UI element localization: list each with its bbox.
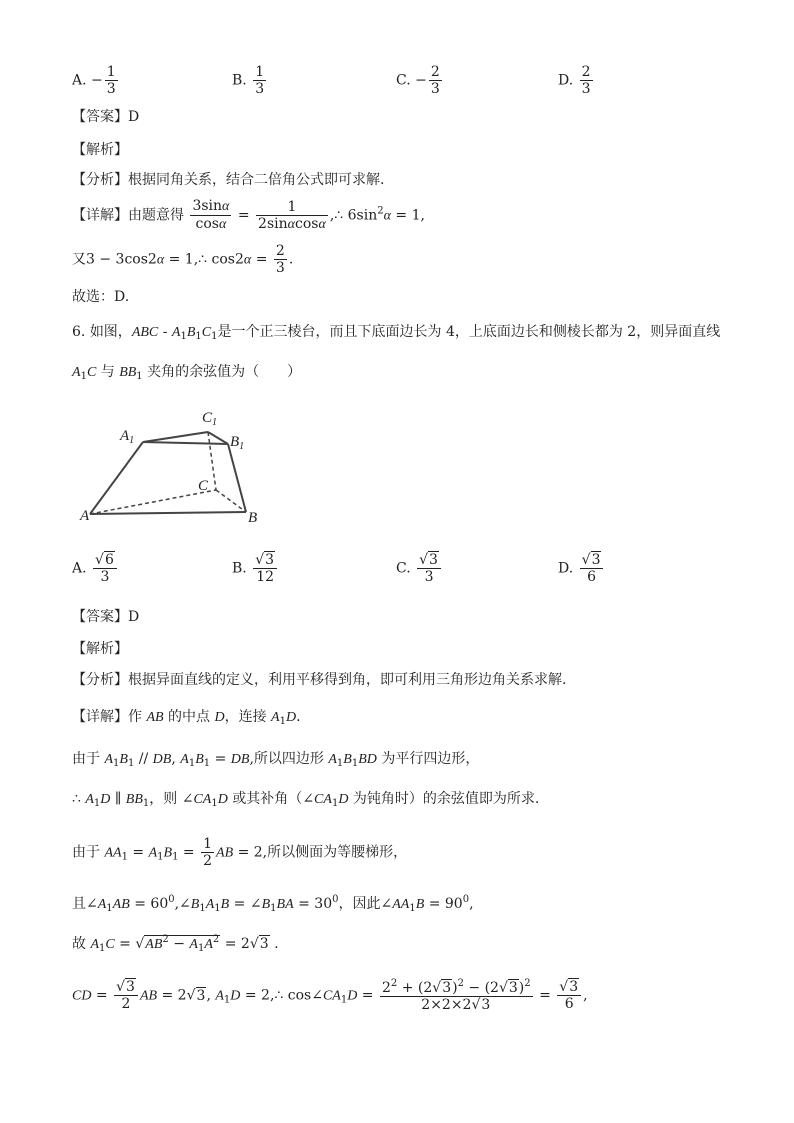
- q6-answer: 【答案】D: [72, 609, 140, 625]
- q6-jiexi: 【解析】: [72, 641, 128, 657]
- q6-fenxi: 【分析】根据异面直线的定义，利用平移得到角，即可利用三角形边角关系求解.: [72, 672, 567, 688]
- label-a: A: [80, 508, 90, 524]
- q6-line-a1c: 故 $A_1C = √AB^2 - A_1A^2 = 2√3$ .: [72, 934, 279, 954]
- q6-line-cos: CD = $\frac{√3}{2}$ AB = 2√3, $A_1D$ = 2,∴ $\cos\angle CA_1D$ = $\frac{2^2 + (2√3)^2 - (2√3)^2}{2\times 2\times 2√3}$ = $\frac{√3}{6}$ ,: [72, 978, 588, 1014]
- q5-option-c: C. − $\frac{2}{3}$: [396, 64, 440, 98]
- label-a1: $A_1$: [120, 428, 135, 446]
- q6-option-a: A. $\frac{√6}{3}$: [72, 552, 119, 585]
- q5-option-b: B. $\frac{1}{3}$: [232, 64, 265, 98]
- q6-stem-line1: 6. 如图，ABC - $A_1B_1C_1$是一个正三棱台，而且下底面边长为 4，上底面边长和侧棱长都为 2，则异面直线: [72, 324, 721, 342]
- q6-option-c: C. $\frac{√3}{3}$: [396, 552, 443, 585]
- q6-stem-line2: $A_1C$ 与 $BB_1$ 夹角的余弦值为（ ）: [72, 364, 302, 382]
- q6-line-angles: 且$\angle A_1AB$ = $60^0,\angle B_1A_1B$ = $\angle B_1BA = 30^0$，因此$\angle AA_1B = 90^0$,: [72, 894, 474, 914]
- frustum-figure: [78, 402, 278, 532]
- label-b: B: [248, 510, 258, 526]
- q5-conclusion: 故选：D.: [72, 289, 130, 305]
- q5-step2: 又3 − 3cos2α = 1,∴ cos2α = $\frac{2}{3}$ .: [72, 243, 294, 277]
- q5-xiangjie: 【详解】由题意得 $\frac{3\sin\alpha}{\cos\alpha}$ = $\frac{1}{2\sin\alpha\cos\alpha}$ ,∴ $6\sin^2\alpha = 1$,: [72, 198, 425, 233]
- label-b1: $B_1$: [230, 434, 245, 452]
- label-c: C: [198, 478, 209, 494]
- q6-line-trapezoid: 由于 $AA_1 = A_1B_1$ = $\frac{1}{2}$ AB = 2,所以侧面为等腰梯形，: [72, 836, 408, 870]
- q5-option-d: D. $\frac{2}{3}$: [558, 64, 591, 98]
- q6-line-angle: ∴ $A_1D$ ∥ $BB_1$，则 $\angle CA_1D$ 或其补角（$\angle CA_1D$ 为钝角时）的余弦值即为所求.: [72, 791, 540, 809]
- q6-option-b: B. $\frac{√3}{12}$: [232, 552, 279, 585]
- q5-option-a: A. − $\frac{1}{3}$: [72, 64, 116, 98]
- label-c1: $C_1$: [202, 410, 218, 428]
- q5-fenxi: 【分析】根据同角关系，结合二倍角公式即可求解.: [72, 172, 385, 188]
- q6-line-parallelogram: 由于 $A_1B_1$ // DB, $A_1B_1$ = DB,所以四边形 $A_1B_1BD$ 为平行四边形，: [72, 751, 480, 769]
- q6-xiangjie: 【详解】作 AB 的中点 D，连接 $A_1D$.: [72, 709, 301, 727]
- q6-option-d: D. $\frac{√3}{6}$: [558, 552, 605, 585]
- q5-jiexi: 【解析】: [72, 142, 128, 158]
- q5-answer: 【答案】D: [72, 109, 140, 125]
